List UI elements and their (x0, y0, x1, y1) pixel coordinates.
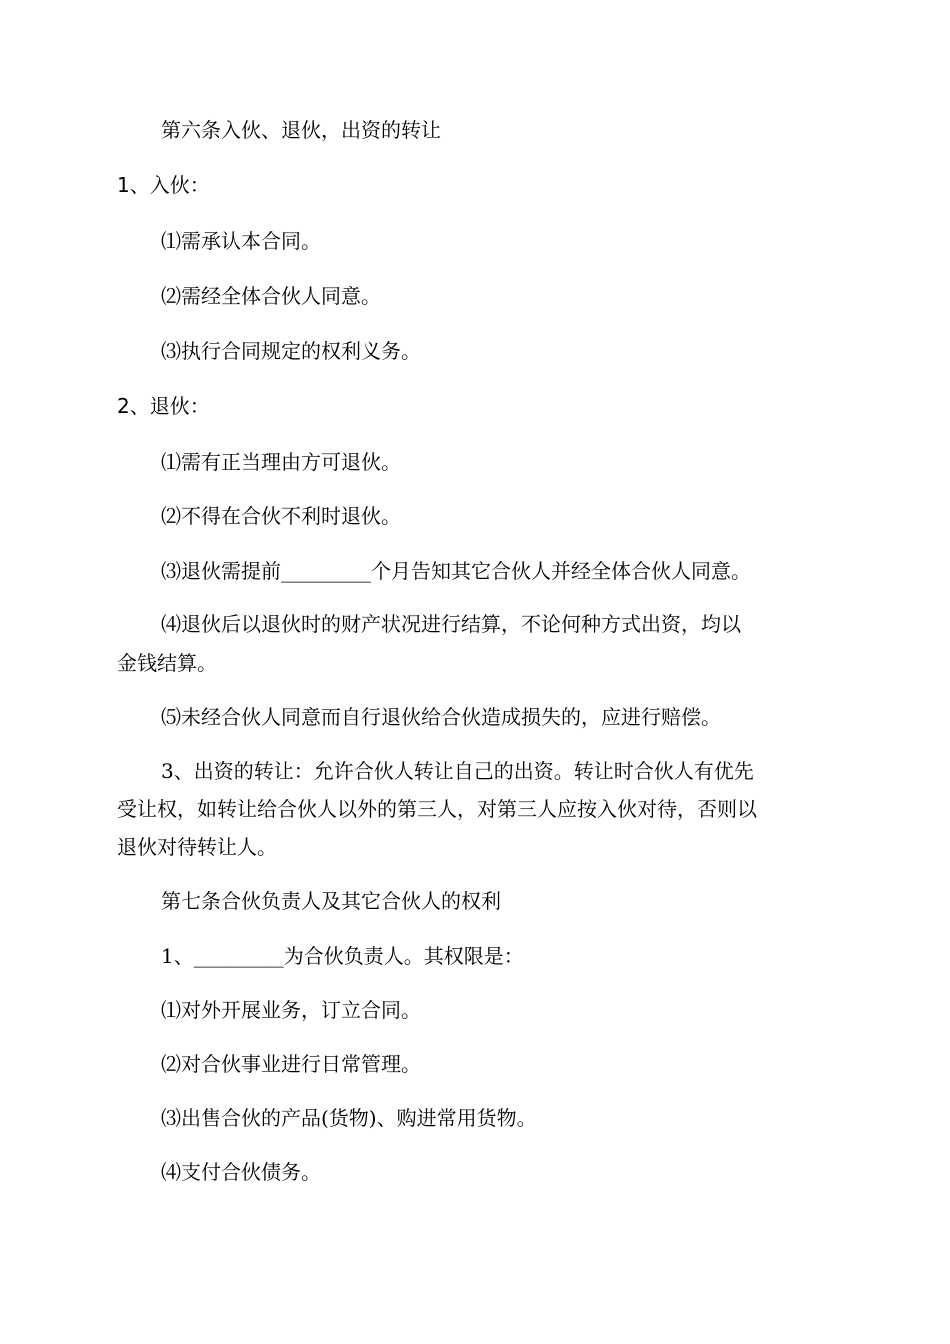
authority-item-3: ⑶出售合伙的产品(货物)、购进常用货物。 (161, 1106, 537, 1130)
section-3-transfer-line-3: 退伙对待转让人。 (117, 835, 277, 859)
authority-item-1: ⑴对外开展业务，订立合同。 (161, 998, 421, 1022)
authority-item-4: ⑷支付合伙债务。 (161, 1160, 321, 1184)
withdrawal-item-5: ⑸未经合伙人同意而自行退伙给合伙造成损失的，应进行赔偿。 (161, 705, 721, 729)
withdrawal-item-2: ⑵不得在合伙不利时退伙。 (161, 504, 401, 528)
joining-item-3: ⑶执行合同规定的权利义务。 (161, 339, 421, 363)
article-7-heading: 第七条合伙负责人及其它合伙人的权利 (161, 889, 501, 913)
withdrawal-item-4-line-2: 金钱结算。 (117, 651, 217, 675)
authority-item-2: ⑵对合伙事业进行日常管理。 (161, 1052, 421, 1076)
section-3-transfer-line-2: 受让权，如转让给合伙人以外的第三人，对第三人应按入伙对待，否则以 (117, 797, 757, 821)
joining-item-2: ⑵需经全体合伙人同意。 (161, 284, 381, 308)
joining-item-1: ⑴需承认本合同。 (161, 229, 321, 253)
section-1-joining: 1、入伙： (117, 173, 210, 197)
withdrawal-item-4-line-1: ⑷退伙后以退伙时的财产状况进行结算，不论何种方式出资，均以 (161, 612, 741, 636)
withdrawal-item-3: ⑶退伙需提前_________个月告知其它合伙人并经全体合伙人同意。 (161, 559, 751, 583)
article-6-heading: 第六条入伙、退伙，出资的转让 (161, 118, 441, 142)
withdrawal-item-1: ⑴需有正当理由方可退伙。 (161, 450, 401, 474)
article-7-section-1: 1、_________为合伙负责人。其权限是： (161, 944, 524, 968)
section-3-transfer-line-1: 3、出资的转让：允许合伙人转让自己的出资。转让时合伙人有优先 (161, 759, 754, 783)
section-2-withdrawal: 2、退伙： (117, 394, 210, 418)
